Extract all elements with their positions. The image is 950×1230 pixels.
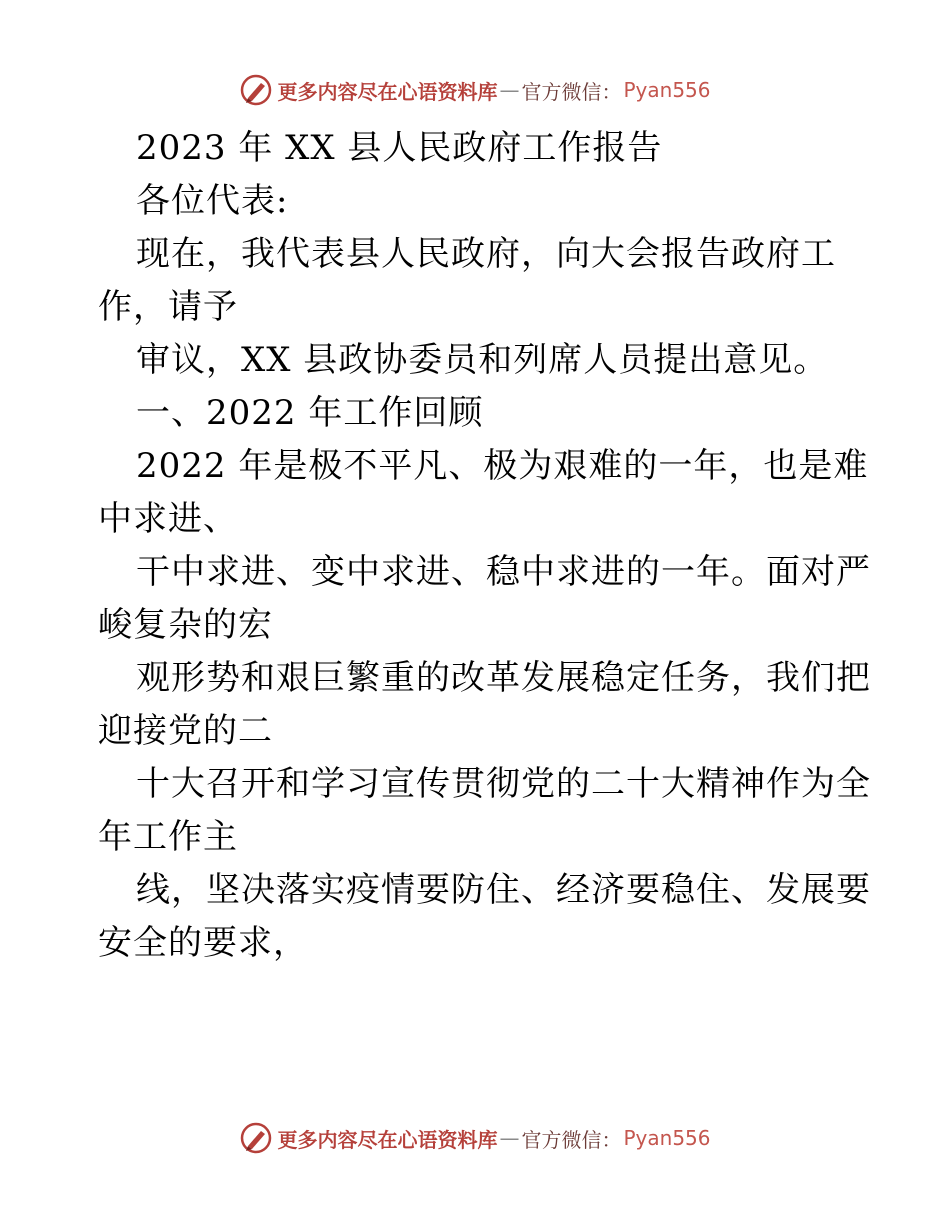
text-line: 线，坚决落实疫情要防住、经济要稳住、发展要 xyxy=(136,870,871,910)
pen-logo-icon xyxy=(239,1121,273,1155)
pen-logo-icon xyxy=(239,73,273,107)
watermark-sub-text: 官方微信： xyxy=(521,1127,622,1152)
header-watermark xyxy=(0,70,950,110)
section-heading: 一、2022 年工作回顾 xyxy=(136,393,484,433)
text-line: 迎接党的二 xyxy=(98,711,273,751)
watermark-dash: — xyxy=(499,78,520,102)
footer-watermark xyxy=(0,1118,950,1158)
text-line: 审议，XX 县政协委员和列席人员提出意见。 xyxy=(136,340,829,380)
watermark-wechat-id: Pyan556 xyxy=(623,78,711,102)
text-line: 年工作主 xyxy=(98,817,238,857)
text-line: 干中求进、变中求进、稳中求进的一年。面对严 xyxy=(136,552,871,592)
text-line: 十大召开和学习宣传贯彻党的二十大精神作为全 xyxy=(136,764,871,804)
text-line: 现在，我代表县人民政府，向大会报告政府工 xyxy=(136,234,836,274)
text-line: 观形势和艰巨繁重的改革发展稳定任务，我们把 xyxy=(136,658,871,698)
text-line: 峻复杂的宏 xyxy=(98,605,273,645)
watermark-dash: — xyxy=(499,1126,520,1150)
watermark-sub-text: 官方微信： xyxy=(521,79,622,104)
text-line: 中求进、 xyxy=(98,499,238,539)
salutation: 各位代表: xyxy=(136,181,289,221)
watermark-main-text: 更多内容尽在心语资料库 xyxy=(277,79,498,104)
text-line: 作，请予 xyxy=(98,287,238,327)
document-body xyxy=(98,122,871,970)
text-line: 安全的要求， xyxy=(98,923,308,963)
watermark-main-text: 更多内容尽在心语资料库 xyxy=(277,1127,498,1152)
watermark-wechat-id: Pyan556 xyxy=(623,1126,711,1150)
document-title: 2023 年 XX 县人民政府工作报告 xyxy=(136,128,663,168)
text-line: 2022 年是极不平凡、极为艰难的一年，也是难 xyxy=(136,446,869,486)
